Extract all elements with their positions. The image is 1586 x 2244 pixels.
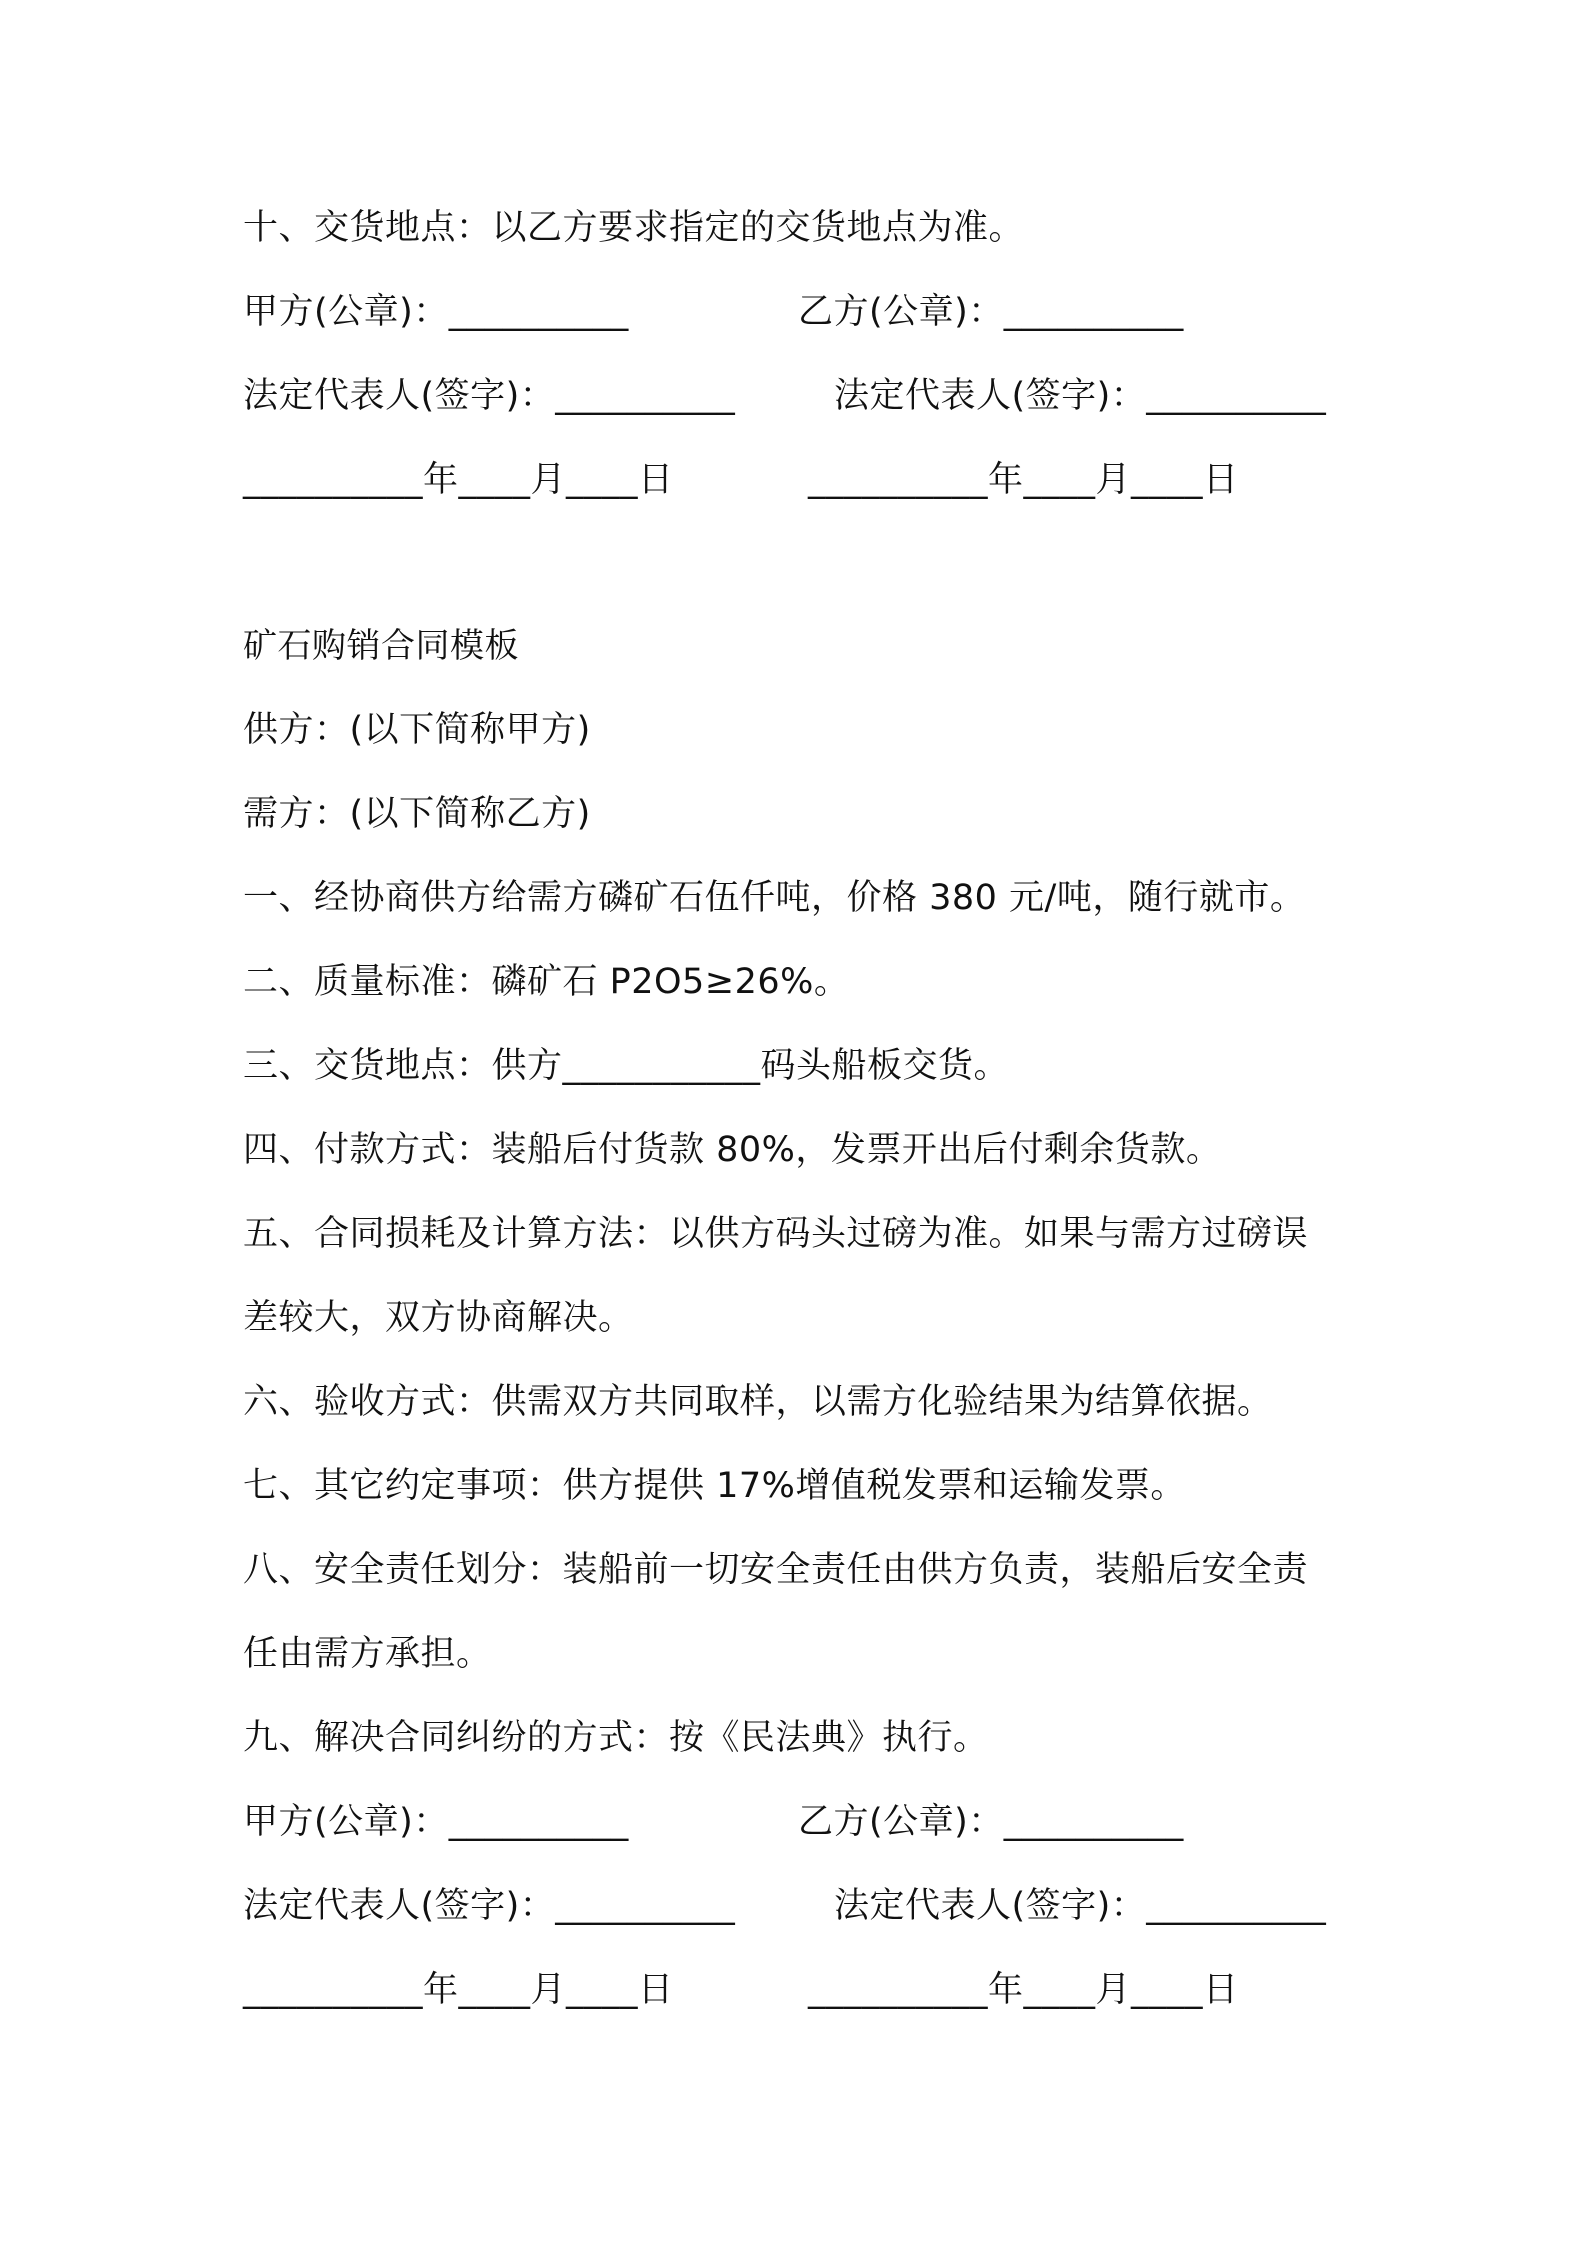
- clause-8-line-2: 任由需方承担。: [243, 1634, 492, 1674]
- template-party-b-representative-line: 法定代表人(签字)：__________: [834, 1886, 1327, 1926]
- clause-3: 三、交货地点：供方___________码头船板交货。: [243, 1046, 1010, 1086]
- party-b-representative-line: 法定代表人(签字)：__________: [834, 376, 1327, 416]
- document-title: 矿石购销合同模板: [243, 626, 519, 666]
- party-b-date-line: __________年____月____日: [808, 460, 1239, 500]
- template-party-b-date-line: __________年____月____日: [808, 1970, 1239, 2010]
- clause-5-line-1: 五、合同损耗及计算方法：以供方码头过磅为准。如果与需方过磅误: [243, 1214, 1309, 1254]
- clause-4: 四、付款方式：装船后付货款 80%，发票开出后付剩余货款。: [243, 1130, 1222, 1170]
- party-a-seal-line: 甲方(公章)：__________: [243, 292, 629, 332]
- clause-6: 六、验收方式：供需双方共同取样，以需方化验结果为结算依据。: [243, 1382, 1273, 1422]
- template-party-a-date-line: __________年____月____日: [243, 1970, 674, 2010]
- clause-10: 十、交货地点：以乙方要求指定的交货地点为准。: [243, 208, 1025, 248]
- clause-9: 九、解决合同纠纷的方式：按《民法典》执行。: [243, 1718, 989, 1758]
- clause-5-line-2: 差较大，双方协商解决。: [243, 1298, 634, 1338]
- clause-8-line-1: 八、安全责任划分：装船前一切安全责任由供方负责，装船后安全责: [243, 1550, 1309, 1590]
- party-b-seal-line: 乙方(公章)：__________: [798, 292, 1184, 332]
- party-a-date-line: __________年____月____日: [243, 460, 674, 500]
- clause-2: 二、质量标准：磷矿石 P2O5≥26%。: [243, 962, 850, 1002]
- supplier-line: 供方：(以下简称甲方): [243, 710, 591, 750]
- buyer-line: 需方：(以下简称乙方): [243, 794, 591, 834]
- clause-7: 七、其它约定事项：供方提供 17%增值税发票和运输发票。: [243, 1466, 1186, 1506]
- template-party-a-representative-line: 法定代表人(签字)：__________: [243, 1886, 736, 1926]
- party-a-representative-line: 法定代表人(签字)：__________: [243, 376, 736, 416]
- template-party-b-seal-line: 乙方(公章)：__________: [798, 1802, 1184, 1842]
- clause-1: 一、经协商供方给需方磷矿石伍仟吨，价格 380 元/吨，随行就市。: [243, 878, 1306, 918]
- template-party-a-seal-line: 甲方(公章)：__________: [243, 1802, 629, 1842]
